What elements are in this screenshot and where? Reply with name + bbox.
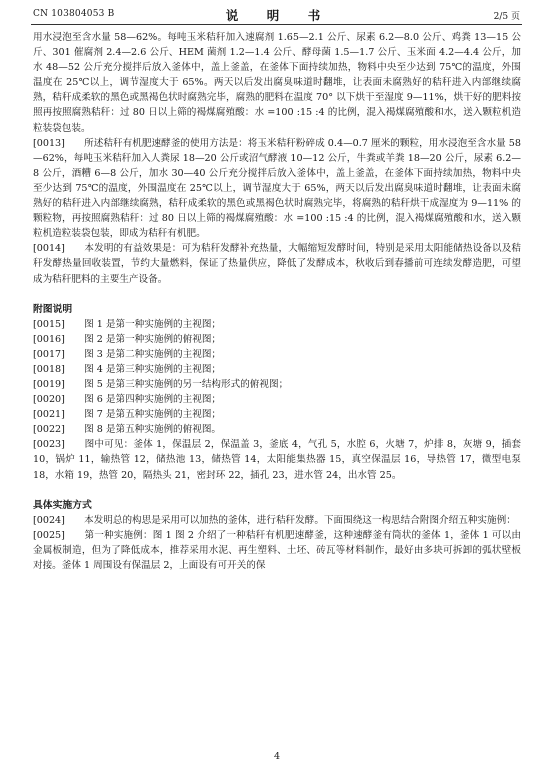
figure-legend-0023: [0023] 图中可见：釜体 1，保温层 2，保温盖 3，釜底 4，气孔 5，水腔 6，火塘 7，炉排 8，灰塘 9，插套 10，锅炉 11，输热管 12，储热池 13，储热管 14，太阳能集热器 15，真空保温层 16，导热管 17，微型电泵 18，水箱 19，热管 20，隔热头 21，密封环 22，插孔 23，进水管 24，出水管 25。 [33, 439, 521, 481]
section-spacer [33, 483, 521, 498]
section-heading-figures: 附图说明 [33, 303, 73, 315]
figure-item-0021: [0021] 图 7 是第五种实施例的主视图； [33, 409, 222, 421]
document-body [33, 30, 521, 573]
paragraph-0014: [0014] 本发明的有益效果是：可为秸秆发酵补充热量，大幅缩短发酵时间，特别是采用太阳能储热设备以及秸秆发酵热量回收装置，节约大量燃料，保证了热量供应，降低了发酵成本，秋收后到春播前可连续发酵造肥，可望成为秸秆肥料的主要生产设备。 [33, 243, 521, 285]
document-title: 说 明 书 [225, 8, 329, 23]
section-spacer [33, 287, 521, 302]
page-number: 4 [273, 751, 281, 762]
paragraph-continued: 用水浸泡至含水量 58—62%。每吨玉米秸秆加入速腐剂 1.65—2.1 公斤、尿素 6.2—8.0 公斤、鸡粪 13—15 公斤、301 催腐剂 2.4—2.6 公斤、HEM 菌剂 1.2—1.4 公斤、酵母菌 1.5—1.7 公斤、玉米面 4.2—4.4 公斤，加水 48—52 公斤充分搅拌后放入釜体中，盖上釜盖，在釜体下面持续加热，物料中央至少达到 75℃的温度，外围温度在 25℃以上，调节湿度大于 65%。两天以后发出腐臭味道时翻堆，让表面未腐熟好的秸秆进入内部继续腐熟，秸秆成柔软的黑色或黑褐色状时腐熟完毕，腐熟的肥料在温度 70° 以下烘干至湿度 9—11%，烘干好的肥料按照再按照腐熟秸秆：过 80 日以上筛的褐煤腐殖酸：水 =100 :15 :4 的比例，混入褐煤腐殖酸和水，送入颗粒机造粒装袋包装。 [33, 32, 521, 134]
page-header [0, 0, 554, 26]
figure-item-0018: [0018] 图 4 是第三种实施例的主视图； [33, 363, 222, 375]
figure-item-0022: [0022] 图 8 是第五种实施例的俯视图。 [33, 424, 222, 436]
paragraph-0013: [0013] 所述秸秆有机肥速酵釜的使用方法是：将玉米秸秆粉碎成 0.4—0.7 厘米的颗粒，用水浸泡至含水量 58—62%，每吨玉米秸秆加入人粪尿 18—20 公斤或沼气酵液 10—12 公斤，牛粪或羊粪 18—20 公斤，尿素 6.2—8 公斤，酒糟 6—8 公斤，加水 30—40 公斤充分搅拌后放入釜体中，盖上釜盖，在釜体下面持续加热，物料中央至少达到 75℃的温度，外围温度在 25℃以上，调节湿度大于 65%，两天以后发出腐臭味道时翻堆，让表面未腐熟好的秸秆进入内部继续腐熟，秸秆成柔软的黑色或黑褐色状时腐熟完毕，将腐熟的秸秆烘干成湿度为 9—11% 的颗粒物，再按照腐熟秸秆：过 80 日以上筛的褐煤腐殖酸：水 =100 :15 :4 的比例，混入褐煤腐殖酸和水，送入颗粒机造粒装袋包装，即成为秸秆有机肥。 [33, 137, 521, 240]
paragraph-0024: [0024] 本发明总的构思是采用可以加热的釜体，进行秸秆发酵。下面围绕这一构思结合附图介绍五种实施例： [33, 514, 516, 526]
figure-item-0019: [0019] 图 5 是第三种实施例的另一结构形式的俯视图； [33, 378, 289, 390]
figure-item-0016: [0016] 图 2 是第一种实施例的俯视图； [33, 333, 222, 345]
figure-item-0015: [0015] 图 1 是第一种实施例的主视图； [33, 318, 222, 330]
header-divider [31, 24, 522, 25]
page-indicator: 2/5 页 [493, 12, 520, 22]
section-heading-embodiments: 具体实施方式 [33, 499, 92, 511]
figure-item-0020: [0020] 图 6 是第四种实施例的主视图； [33, 394, 222, 406]
figure-item-0017: [0017] 图 3 是第二种实施例的主视图； [33, 348, 222, 360]
paragraph-0025: [0025] 第一种实施例：图 1 图 2 介绍了一种秸秆有机肥速酵釜，这种速酵釜有筒状的釜体 1，釜体 1 可以由金属板制造，但为了降低成本，推荐采用水泥、再生塑料、土坯、砖瓦等材料制作，最好由多块可拆卸的弧状壁板对接。釜体 1 周围设有保温层 2，上面设有可开关的保 [33, 529, 521, 571]
patent-number: CN 103804053 B [33, 9, 115, 19]
